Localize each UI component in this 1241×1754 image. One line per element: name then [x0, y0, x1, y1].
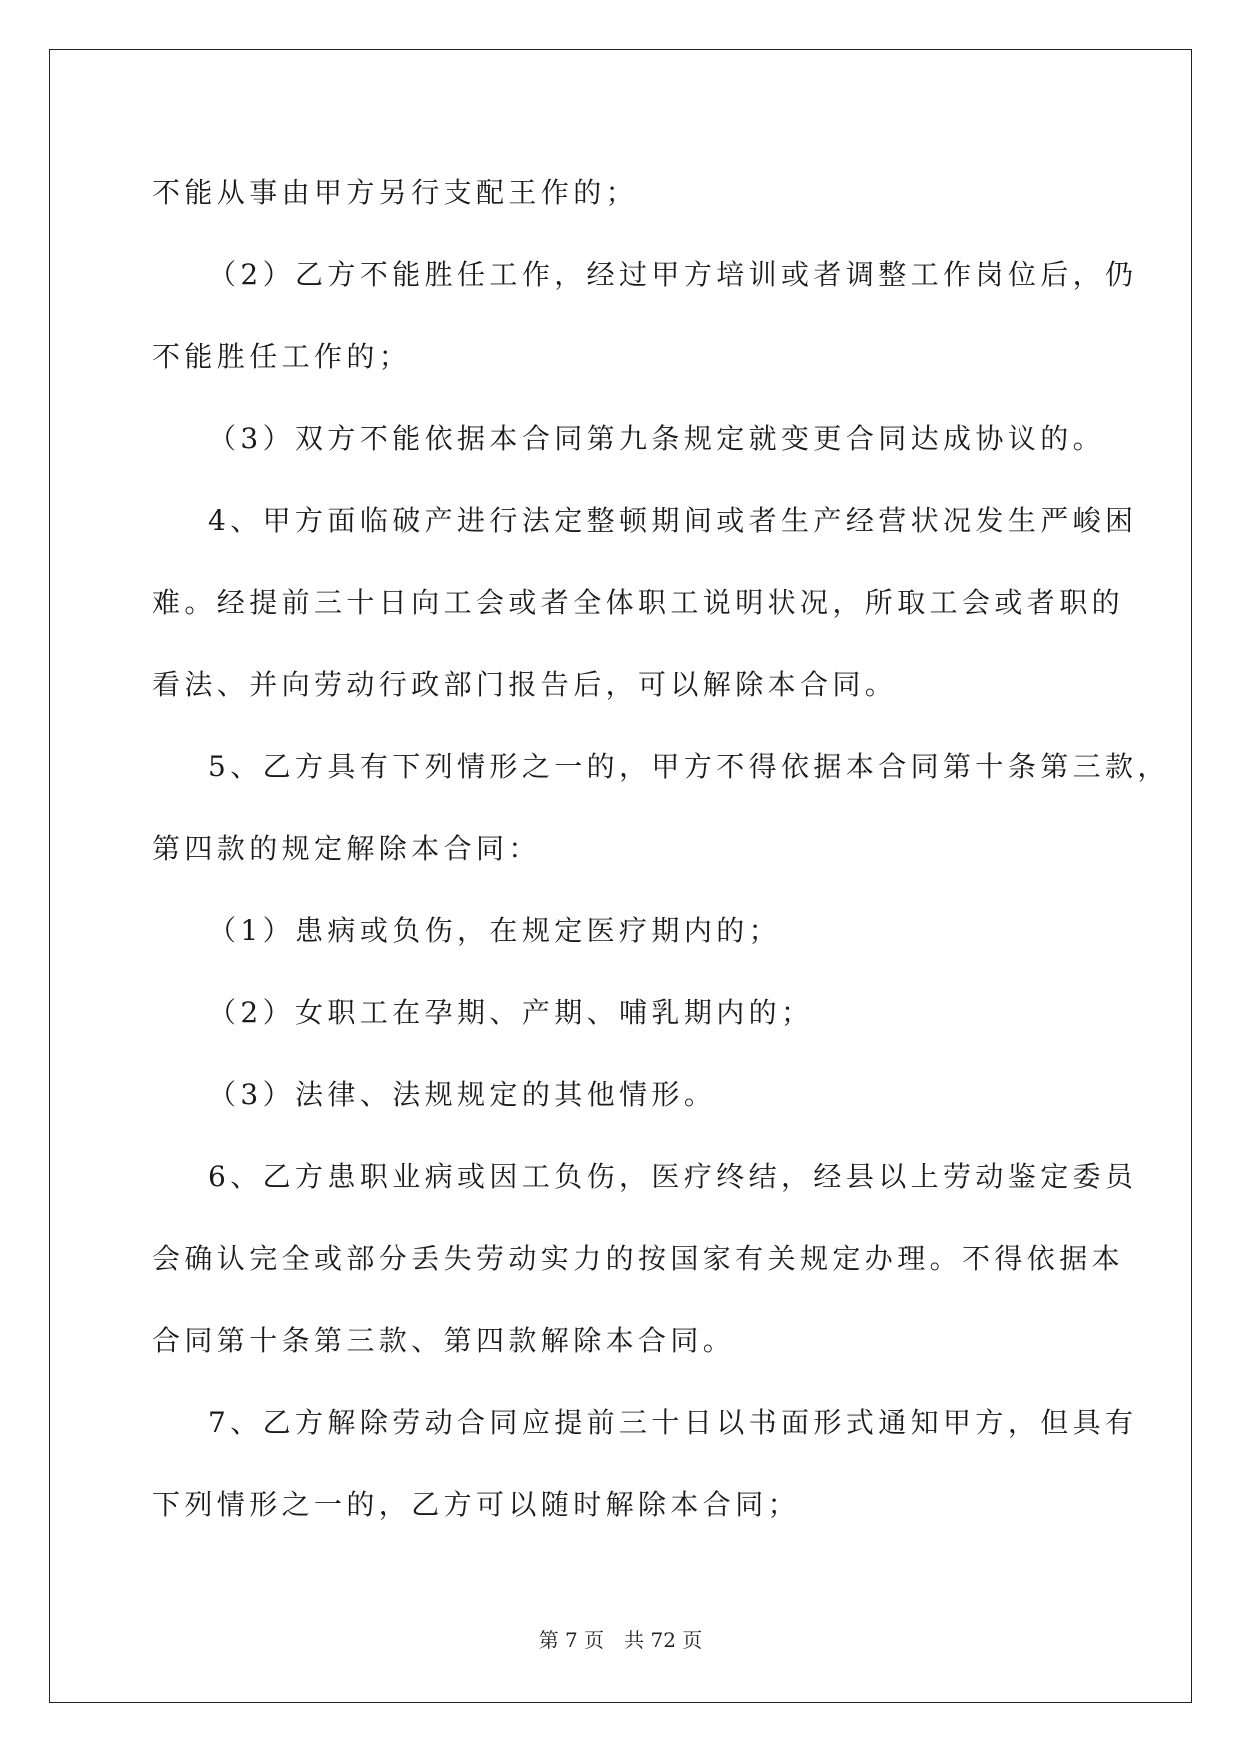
paragraph-line: 不能从事由甲方另行支配王作的；	[152, 176, 639, 209]
total-pages: 共 72 页	[624, 1628, 703, 1652]
paragraph-line: （2）女职工在孕期、产期、哺乳期内的；	[208, 996, 814, 1029]
paragraph-line: 会确认完全或部分丢失劳动实力的按国家有关规定办理。不得依据本	[152, 1242, 1125, 1275]
page-number: 第 7 页	[538, 1628, 605, 1652]
paragraph-line: 下列情形之一的，乙方可以随时解除本合同；	[152, 1488, 801, 1521]
paragraph-line: 看法、并向劳动行政部门报告后，可以解除本合同。	[152, 668, 898, 701]
paragraph-line: 6、乙方患职业病或因工负伤，医疗终结，经县以上劳动鉴定委员	[208, 1160, 1138, 1193]
paragraph-line: 难。经提前三十日向工会或者全体职工说明状况，所取工会或者职的	[152, 586, 1125, 619]
paragraph-line: 不能胜任工作的；	[152, 340, 412, 373]
paragraph-line: 合同第十条第三款、第四款解除本合同。	[152, 1324, 736, 1357]
paragraph-line: 第四款的规定解除本合同：	[152, 832, 541, 865]
page-footer	[0, 1624, 1241, 1653]
paragraph-line: 7、乙方解除劳动合同应提前三十日以书面形式通知甲方，但具有	[208, 1406, 1138, 1439]
paragraph-line: 5、乙方具有下列情形之一的，甲方不得依据本合同第十条第三款，	[208, 750, 1170, 783]
paragraph-line: （3）双方不能依据本合同第九条规定就变更合同达成协议的。	[208, 422, 1106, 455]
paragraph-line: 4、甲方面临破产进行法定整顿期间或者生产经营状况发生严峻困	[208, 504, 1138, 537]
paragraph-line: （3）法律、法规规定的其他情形。	[208, 1078, 717, 1111]
document-body	[152, 152, 1170, 1546]
paragraph-line: （1）患病或负伤，在规定医疗期内的；	[208, 914, 782, 947]
paragraph-line: （2）乙方不能胜任工作，经过甲方培训或者调整工作岗位后，仍	[208, 258, 1138, 291]
